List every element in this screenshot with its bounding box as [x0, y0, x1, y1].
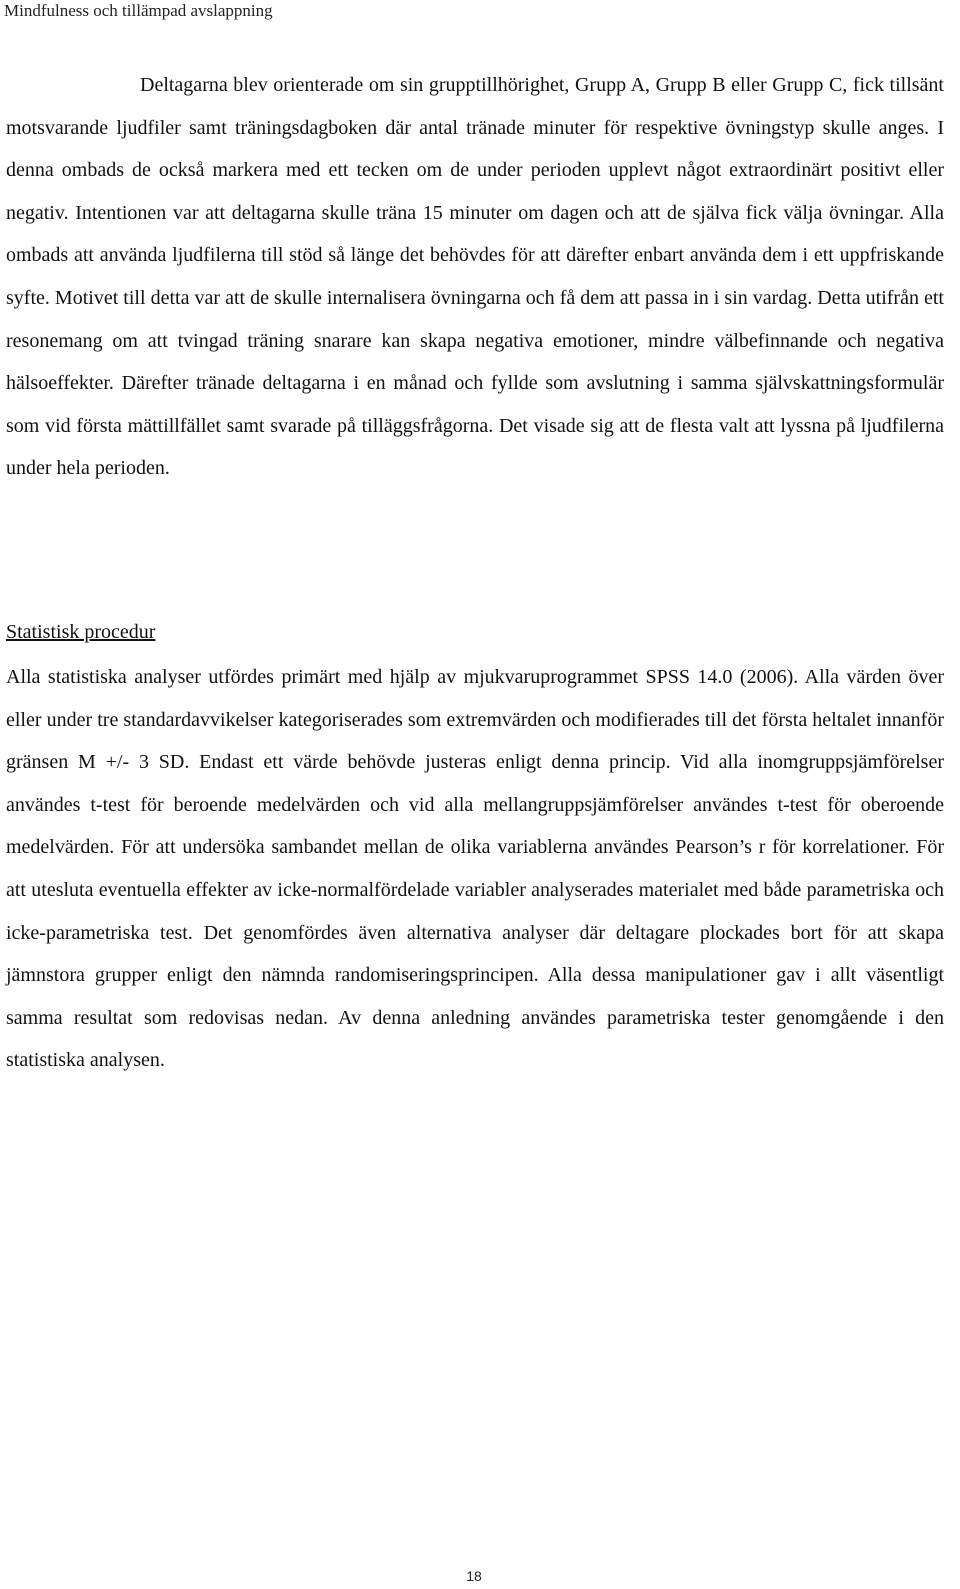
section-heading: Statistisk procedur — [6, 621, 156, 643]
procedure-paragraph: Deltagarna blev orienterade om sin grupptillhörighet, Grupp A, Grupp B eller Grupp C, fick tillsänt motsvarande ljudfiler samt träningsdagboken där antal tränade minuter för respektive övningstyp skulle anges. I denna ombads de också markera med ett tecken om de under perioden upplevt något extraordinärt positivt eller negativ. Intentionen var att deltagarna skulle träna 15 minuter om dagen och att de själva fick välja övningar. Alla ombads att använda ljudfilerna till stöd så länge det behövdes för att därefter enbart använda dem i ett uppfriskande syfte. Motivet till detta var att de skulle internalisera övningarna och få dem att passa in i sin vardag. Detta utifrån ett resonemang om att tvingad träning snarare kan skapa negativa emotioner, mindre välbefinnande och negativa hälsoeffekter. Därefter tränade deltagarna i en månad och fyllde som avslutning i samma självskattningsformulär som vid första mättillfället samt svarade på tilläggsfrågorna. Det visade sig att de flesta valt att lyssna på ljudfilerna under hela perioden. — [6, 74, 944, 480]
page-number: 18 — [466, 1568, 482, 1584]
statistics-paragraph: Alla statistiska analyser utfördes primärt med hjälp av mjukvaruprogrammet SPSS 14.0 (2006). Alla värden över eller under tre standardavvikelser kategoriserades som extremvärden och modifierades till det första heltalet innanför gränsen M +/- 3 SD. Endast ett värde behövde justeras enligt denna princip. Vid alla inomgruppsjämförelser användes t-test för beroende medelvärden och vid alla mellangruppsjämförelser användes t-test för oberoende medelvärden. För att undersöka sambandet mellan de olika variablerna användes Pearson’s r för korrelationer. För att utesluta eventuella effekter av icke-normalfördelade variabler analyserades materialet med både parametriska och icke-parametriska test. Det genomfördes även alternativa analyser där deltagare plockades bort för att skapa jämnstora grupper enligt den nämnda randomiseringsprincipen. Alla dessa manipulationer gav i allt väsentligt samma resultat som redovisas nedan. Av denna anledning användes parametriska tester genomgående i den statistiska analysen. — [6, 666, 944, 1072]
running-header: Mindfulness och tillämpad avslappning — [4, 1, 273, 20]
